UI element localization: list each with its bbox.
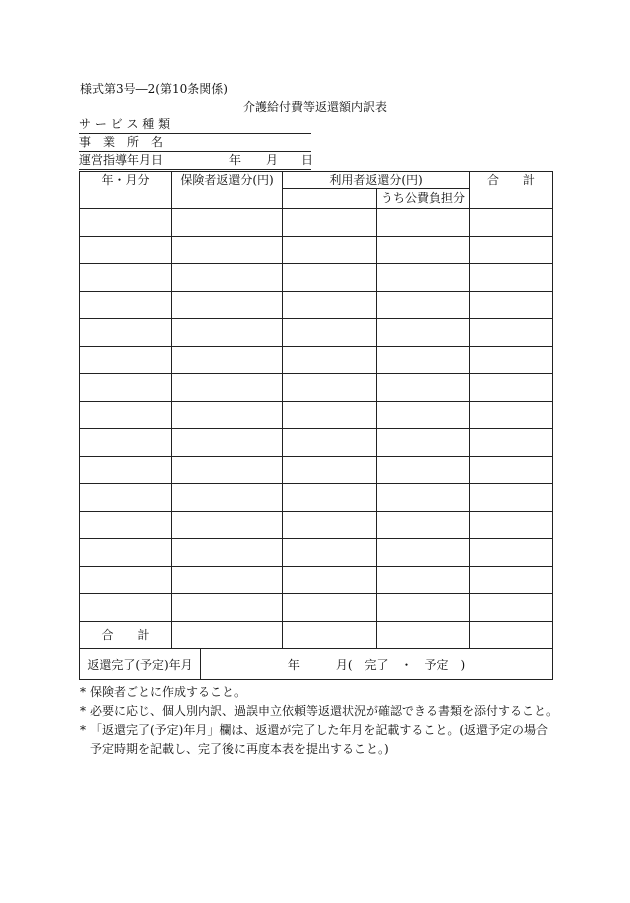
public-burden-cell[interactable]: [377, 566, 470, 594]
public-burden-cell[interactable]: [377, 594, 470, 622]
guidance-date-field[interactable]: [79, 152, 314, 170]
date-month-label: 月: [266, 153, 279, 167]
insurer-refund-cell[interactable]: [172, 539, 283, 567]
table-row: [80, 429, 553, 457]
header-user-refund: 利用者返還分(円): [283, 172, 470, 189]
table-row: [80, 374, 553, 402]
total-label: 合 計: [80, 621, 172, 648]
public-burden-cell[interactable]: [377, 291, 470, 319]
completion-value[interactable]: 年 月( 完了 ・ 予定 ): [201, 649, 553, 680]
header-total: 合 計: [470, 172, 553, 209]
date-day-label: 日: [301, 153, 314, 167]
public-burden-cell[interactable]: [377, 346, 470, 374]
public-burden-cell[interactable]: [377, 374, 470, 402]
office-name-label: 事 業 所 名: [79, 135, 164, 149]
user-refund-cell[interactable]: [283, 319, 377, 347]
header-year-month: 年・月分: [80, 172, 172, 209]
insurer-refund-cell[interactable]: [172, 291, 283, 319]
year-month-cell[interactable]: [80, 566, 172, 594]
user-refund-cell[interactable]: [283, 511, 377, 539]
insurer-refund-cell[interactable]: [172, 401, 283, 429]
row-total-cell[interactable]: [470, 594, 553, 622]
total-user-cell[interactable]: [283, 621, 377, 648]
note-item: [80, 721, 560, 759]
note-star: *: [80, 723, 86, 737]
table-row: [80, 539, 553, 567]
row-total-cell[interactable]: [470, 484, 553, 512]
row-total-cell[interactable]: [470, 264, 553, 292]
public-burden-cell[interactable]: [377, 319, 470, 347]
table-row: [80, 484, 553, 512]
public-burden-cell[interactable]: [377, 484, 470, 512]
table-row: [80, 456, 553, 484]
row-total-cell[interactable]: [470, 291, 553, 319]
table-row: [80, 291, 553, 319]
header-public-burden: うち公費負担分: [377, 189, 470, 209]
total-sum-cell[interactable]: [470, 621, 553, 648]
public-burden-cell[interactable]: [377, 209, 470, 237]
user-refund-cell[interactable]: [283, 209, 377, 237]
table-row: [80, 346, 553, 374]
note-item: [80, 683, 560, 702]
user-refund-cell[interactable]: [283, 291, 377, 319]
insurer-refund-cell[interactable]: [172, 319, 283, 347]
insurer-refund-cell[interactable]: [172, 236, 283, 264]
header-insurer-refund: 保険者返還分(円): [172, 172, 283, 209]
year-month-cell[interactable]: [80, 236, 172, 264]
insurer-refund-cell[interactable]: [172, 346, 283, 374]
insurer-refund-cell[interactable]: [172, 374, 283, 402]
table-row: [80, 401, 553, 429]
public-burden-cell[interactable]: [377, 429, 470, 457]
year-month-cell[interactable]: [80, 374, 172, 402]
user-refund-cell[interactable]: [283, 429, 377, 457]
service-type-label: サ ー ビ ス 種 類: [79, 117, 171, 131]
form-number: 様式第3号―2(第10条関係): [80, 82, 228, 96]
header-user-refund-main: [283, 189, 377, 209]
table-row: [80, 209, 553, 237]
user-refund-cell[interactable]: [283, 264, 377, 292]
total-insurer-cell[interactable]: [172, 621, 283, 648]
year-month-cell[interactable]: [80, 346, 172, 374]
insurer-refund-cell[interactable]: [172, 264, 283, 292]
date-year-label: 年: [229, 153, 242, 167]
table-row: [80, 594, 553, 622]
office-name-field[interactable]: [79, 134, 311, 152]
public-burden-cell[interactable]: [377, 456, 470, 484]
insurer-refund-cell[interactable]: [172, 484, 283, 512]
public-burden-cell[interactable]: [377, 511, 470, 539]
row-total-cell[interactable]: [470, 539, 553, 567]
user-refund-cell[interactable]: [283, 236, 377, 264]
insurer-refund-cell[interactable]: [172, 429, 283, 457]
row-total-cell[interactable]: [470, 209, 553, 237]
year-month-cell[interactable]: [80, 291, 172, 319]
row-total-cell[interactable]: [470, 236, 553, 264]
completion-label: 返還完了(予定)年月: [80, 649, 201, 680]
year-month-cell[interactable]: [80, 511, 172, 539]
insurer-refund-cell[interactable]: [172, 456, 283, 484]
table-row: [80, 566, 553, 594]
row-total-cell[interactable]: [470, 401, 553, 429]
note-text: 必要に応じ、個人別内訳、過誤申立依頼等返還状況が確認できる書類を添付すること。: [90, 704, 559, 718]
note-star: *: [80, 685, 86, 699]
user-refund-cell[interactable]: [283, 594, 377, 622]
table-row: [80, 236, 553, 264]
row-total-cell[interactable]: [470, 456, 553, 484]
insurer-refund-cell[interactable]: [172, 594, 283, 622]
notes: [80, 683, 560, 759]
user-refund-cell[interactable]: [283, 566, 377, 594]
table-row: [80, 264, 553, 292]
year-month-cell[interactable]: [80, 319, 172, 347]
insurer-refund-cell[interactable]: [172, 209, 283, 237]
table-row: [80, 511, 553, 539]
note-item: [80, 702, 560, 721]
year-month-cell[interactable]: [80, 429, 172, 457]
row-total-cell[interactable]: [470, 429, 553, 457]
insurer-refund-cell[interactable]: [172, 511, 283, 539]
year-month-cell[interactable]: [80, 456, 172, 484]
note-text: 保険者ごとに作成すること。: [90, 685, 247, 699]
year-month-cell[interactable]: [80, 539, 172, 567]
row-total-cell[interactable]: [470, 319, 553, 347]
insurer-refund-cell[interactable]: [172, 566, 283, 594]
row-total-cell[interactable]: [470, 346, 553, 374]
year-month-cell[interactable]: [80, 594, 172, 622]
user-refund-cell[interactable]: [283, 539, 377, 567]
year-month-cell[interactable]: [80, 484, 172, 512]
year-month-cell[interactable]: [80, 264, 172, 292]
service-type-field[interactable]: [79, 116, 311, 134]
total-public-cell[interactable]: [377, 621, 470, 648]
public-burden-cell[interactable]: [377, 401, 470, 429]
user-refund-cell[interactable]: [283, 484, 377, 512]
year-month-cell[interactable]: [80, 401, 172, 429]
user-refund-cell[interactable]: [283, 346, 377, 374]
public-burden-cell[interactable]: [377, 264, 470, 292]
refund-breakdown-table: [79, 171, 553, 649]
year-month-cell[interactable]: [80, 209, 172, 237]
user-refund-cell[interactable]: [283, 374, 377, 402]
completion-table: [79, 648, 553, 680]
row-total-cell[interactable]: [470, 374, 553, 402]
note-star: *: [80, 704, 86, 718]
row-total-cell[interactable]: [470, 566, 553, 594]
note-text: 「返還完了(予定)年月」欄は、返還が完了した年月を記載すること。(返還予定の場合予定時期を記載し、完了後に再度本表を提出すること。): [90, 723, 549, 756]
page-title: 介護給付費等返還額内訳表: [242, 100, 387, 114]
public-burden-cell[interactable]: [377, 539, 470, 567]
user-refund-cell[interactable]: [283, 456, 377, 484]
user-refund-cell[interactable]: [283, 401, 377, 429]
guidance-date-label: 運営指導年月日: [79, 153, 164, 167]
public-burden-cell[interactable]: [377, 236, 470, 264]
row-total-cell[interactable]: [470, 511, 553, 539]
table-row: [80, 319, 553, 347]
